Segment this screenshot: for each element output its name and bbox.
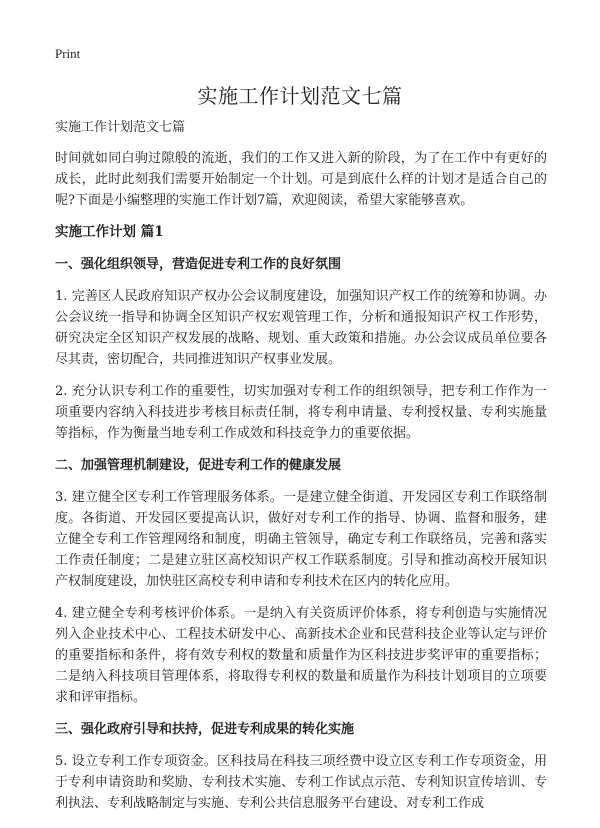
- paragraph-3: 3. 建立健全区专利工作管理服务体系。一是建立健全街道、开发园区专利工作联络制度。各街道、开发园区要提高认识，做好对专利工作的指导、协调、监督和服务，建立健全专利工作管理网络和制度，明确主管领导，确定专利工作联络员，完善和落实工作责任制度；二是建立驻区高校知识产权工作联系制度。引导和推动高校开展知识产权制度建设，加快驻区高校专利申请和专利技术在区内的转化应用。: [55, 490, 547, 589]
- document-body: [55, 118, 547, 825]
- section-heading: 实施工作计划 篇1: [55, 224, 164, 240]
- print-link[interactable]: Print: [55, 46, 81, 61]
- intro-paragraph: 时间就如同白驹过隙般的流逝，我们的工作又进入新的阶段，为了在工作中有更好的成长，此时此刻我们需要开始制定一个计划。可是到底什么样的计划才是适合自己的呢?下面是小编整理的实施工作计划7篇，欢迎阅读，希望大家能够喜欢。: [55, 151, 547, 208]
- paragraph-1: 1. 完善区人民政府知识产权办公会议制度建设，加强知识产权工作的统筹和协调。办公会议统一指导和协调全区知识产权宏观管理工作，分析和通报知识产权工作形势，研究决定全区知识产权发展的战略、规划、重大政策和措施。办公会议成员单位要各尽其责，密切配合，共同推进知识产权事业发展。: [55, 289, 547, 367]
- subheading-2: 二、加强管理机制建设，促进专利工作的健康发展: [55, 458, 342, 473]
- subheading-1: 一、强化组织领导，营造促进专利工作的良好氛围: [55, 257, 342, 272]
- document-title: 实施工作计划范文七篇: [197, 84, 403, 108]
- subheading-3: 三、强化政府引导和扶持，促进专利成果的转化实施: [55, 722, 355, 737]
- paragraph-4: 4. 建立健全专利考核评价体系。一是纳入有关资质评价体系，将专利创造与实施情况列入企业技术中心、工程技术研发中心、高新技术企业和民营科技企业等认定与评价的重要指标和条件，将有效专利权的数量和质量作为区科技进步奖评审的重要指标；二是纳入科技项目管理体系，将取得专利权的数量和质量作为科技计划项目的立项要求和评审指标。: [55, 606, 547, 705]
- paragraph-5: 5. 设立专利工作专项资金。区科技局在科技三项经费中设立区专利工作专项资金，用于专利申请资助和奖励、专利技术实施、专利工作试点示范、专利知识宣传培训、专利执法、专利战略制定与实施、专利公共信息服务平台建设、对专利工作成: [55, 754, 547, 811]
- paragraph-2: 2. 充分认识专利工作的重要性，切实加强对专利工作的组织领导，把专利工作作为一项重要内容纳入科技进步考核目标责任制，将专利申请量、专利授权量、专利实施量等指标，作为衡量当地专利工作成效和科技竞争力的重要依据。: [55, 384, 547, 441]
- document-subtitle: 实施工作计划范文七篇: [55, 120, 186, 135]
